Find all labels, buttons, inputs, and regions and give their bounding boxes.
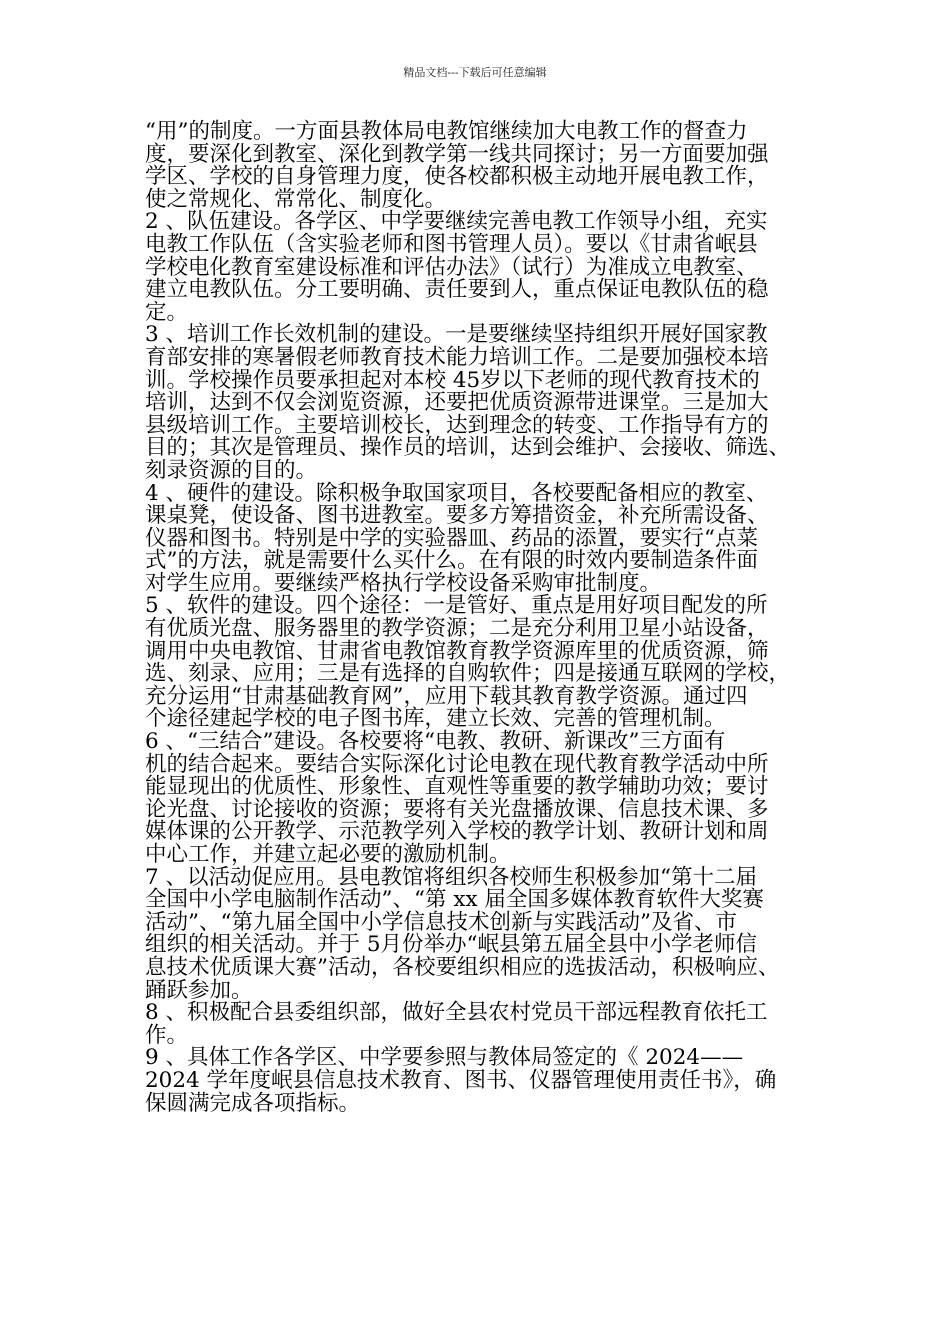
text-line: 5 、软件的建设。四个途径：一是管好、重点是用好项目配发的所	[145, 593, 768, 619]
text-line: “用”的制度。一方面县教体局电教馆继续加大电教工作的督查力	[145, 119, 748, 144]
text-line: 6 、“三结合”建设。各校要将“电教、教研、新课改”三方面有	[145, 729, 726, 755]
text-line: 目的；其次是管理员、操作员的培训，达到会维护、会接收、筛选、	[145, 435, 791, 461]
text-line: 仪器和图书。特别是中学的实验器皿、药品的添置，要实行“点菜	[145, 525, 758, 551]
text-line: 有优质光盘、服务器里的教学资源；二是充分利用卫星小站设备，	[145, 616, 769, 642]
text-line: 使之常规化、常常化、制度化。	[145, 186, 447, 212]
text-line: 学区、学校的自身管理力度，使各校都积极主动地开展电教工作，	[145, 164, 769, 190]
text-line: 训。学校操作员要承担起对本校 45岁以下老师的现代教育技术的	[145, 367, 760, 393]
text-line: 培训，达到不仅会浏览资源，还要把优质资源带进课堂。三是加大	[145, 390, 769, 416]
text-line: 7 、以活动促应用。县电教馆将组织各校师生积极参加“第十二届	[145, 864, 758, 890]
text-line: 学校电化教育室建设标准和评估办法》（试行）为准成立电教室、	[145, 254, 758, 280]
document-body	[145, 121, 810, 1115]
text-line: 充分运用“甘肃基础教育网”，应用下载其教育教学资源。通过四	[145, 683, 748, 709]
text-line: 8 、积极配合县委组织部，做好全县农村党员干部远程教育依托工	[145, 1000, 768, 1026]
text-line: 作。	[145, 1022, 189, 1048]
text-line: 育部安排的寒暑假老师教育技术能力培训工作。二是要加强校本培	[145, 344, 769, 370]
text-line: 定。	[145, 299, 189, 325]
text-line: 式”的方法，就是需要什么买什么。在有限的时效内要制造条件面	[145, 548, 758, 574]
text-line: 选、刻录、应用；三是有选择的自购软件；四是接通互联网的学校，	[145, 661, 791, 687]
text-line: 电教工作队伍（含实验老师和图书管理人员）。要以《甘肃省岷县	[145, 231, 758, 257]
text-line: 个途径建起学校的电子图书库，建立长效、完善的管理机制。	[145, 706, 726, 732]
text-line: 机的结合起来。要结合实际深化讨论电教在现代教育教学活动中所	[145, 751, 769, 777]
text-line: 县级培训工作。主要培训校长，达到理念的转变、工作指导有方的	[145, 412, 769, 438]
text-line: 中心工作，并建立起必要的激励机制。	[145, 842, 511, 867]
text-line: 建立电教队伍。分工要明确、责任要到人，重点保证电教队伍的稳	[145, 277, 769, 303]
text-line: 论光盘、讨论接收的资源；要将有关光盘播放课、信息技术课、多	[145, 796, 769, 822]
text-line: 保圆满完成各项指标。	[145, 1090, 361, 1116]
text-line: 度，要深化到教室、深化到教学第一线共同探讨；另一方面要加强	[145, 141, 769, 167]
text-line: 活动”、“第九届全国中小学信息技术创新与实践活动”及省、市	[145, 909, 737, 935]
text-line: 2 、队伍建设。各学区、中学要继续完善电教工作领导小组，充实	[145, 209, 768, 235]
text-line: 课桌凳，使设备、图书进教室。要多方筹措资金，补充所需设备、	[145, 503, 769, 529]
text-line: 对学生应用。要继续严格执行学校设备采购审批制度。	[145, 570, 662, 596]
page-header: 精品文档---下载后可任意编辑	[403, 66, 547, 79]
text-line: 踊跃参加。	[145, 977, 253, 1003]
text-line: 调用中央电教馆、甘肃省电教馆教育教学资源库里的优质资源，筛	[145, 638, 769, 664]
text-line: 刻录资源的目的。	[145, 457, 318, 483]
text-line: 4 、硬件的建设。除积极争取国家项目，各校要配备相应的教室、	[145, 480, 768, 506]
text-line: 组织的相关活动。并于 5月份举办“岷县第五届全县中小学老师信	[145, 932, 758, 958]
text-line: 媒体课的公开教学、示范教学列入学校的教学计划、教研计划和周	[145, 819, 769, 845]
text-line: 2024 学年度岷县信息技术教育、图书、仪器管理使用责任书》，确	[145, 1067, 777, 1093]
text-line: 全国中小学电脑制作活动”、“第 xx 届全国多媒体教育软件大奖赛	[145, 887, 764, 913]
text-line: 9 、具体工作各学区、中学要参照与教体局签定的《 2024——	[145, 1045, 744, 1071]
text-line: 能显现出的优质性、形象性、直观性等重要的教学辅助功效；要讨	[145, 774, 769, 800]
text-line: 息技术优质课大赛”活动，各校要组织相应的选拔活动，积极响应、	[145, 954, 780, 980]
text-line: 3 、培训工作长效机制的建设。一是要继续坚持组织开展好国家教	[145, 322, 768, 348]
